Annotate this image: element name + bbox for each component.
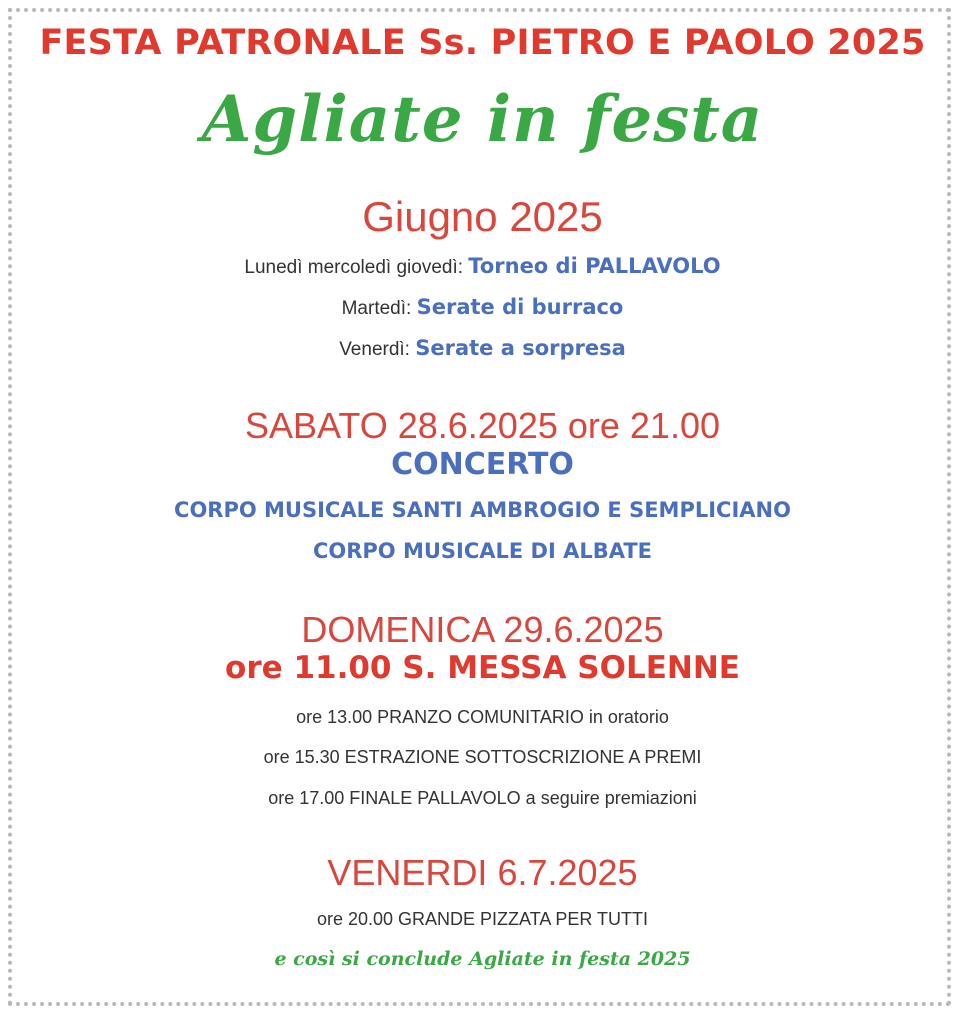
- mass-event: ore 11.00 S. MESSA SOLENNE: [225, 650, 740, 686]
- band-name: CORPO MUSICALE SANTI AMBROGIO E SEMPLICIANO: [174, 498, 791, 522]
- schedule-row: [0, 338, 965, 359]
- sunday-heading: DOMENICA 29.6.2025: [301, 609, 664, 650]
- schedule-row: [0, 297, 965, 318]
- schedule-activity: Torneo di PALLAVOLO: [468, 254, 721, 278]
- schedule-activity: Serate di burraco: [416, 295, 624, 319]
- festival-name: Agliate in festa: [201, 82, 764, 157]
- band-name: CORPO MUSICALE DI ALBATE: [312, 539, 653, 563]
- sunday-event: ore 13.00 PRANZO COMUNITARIO in oratorio: [296, 707, 669, 727]
- month-heading: Giugno 2025: [362, 193, 603, 240]
- friday-event: ore 20.00 GRANDE PIZZATA PER TUTTI: [316, 909, 649, 929]
- poster-title: FESTA PATRONALE Ss. PIETRO E PAOLO 2025: [39, 23, 926, 63]
- schedule-days: Venerdì:: [339, 339, 410, 360]
- schedule-days: Martedì:: [341, 298, 412, 319]
- concert-title: CONCERTO: [391, 447, 574, 482]
- saturday-heading: SABATO 28.6.2025 ore 21.00: [245, 405, 720, 446]
- closing-text: e così si conclude Agliate in festa 2025: [274, 948, 691, 970]
- schedule-activity: Serate a sorpresa: [415, 336, 626, 360]
- schedule-row: [0, 256, 965, 277]
- sunday-event: ore 15.30 ESTRAZIONE SOTTOSCRIZIONE A PREMI: [263, 747, 702, 767]
- friday-heading: VENERDI 6.7.2025: [327, 852, 638, 893]
- sunday-event: ore 17.00 FINALE PALLAVOLO a seguire premiazioni: [268, 788, 697, 808]
- schedule-days: Lunedì mercoledì giovedì:: [244, 257, 464, 278]
